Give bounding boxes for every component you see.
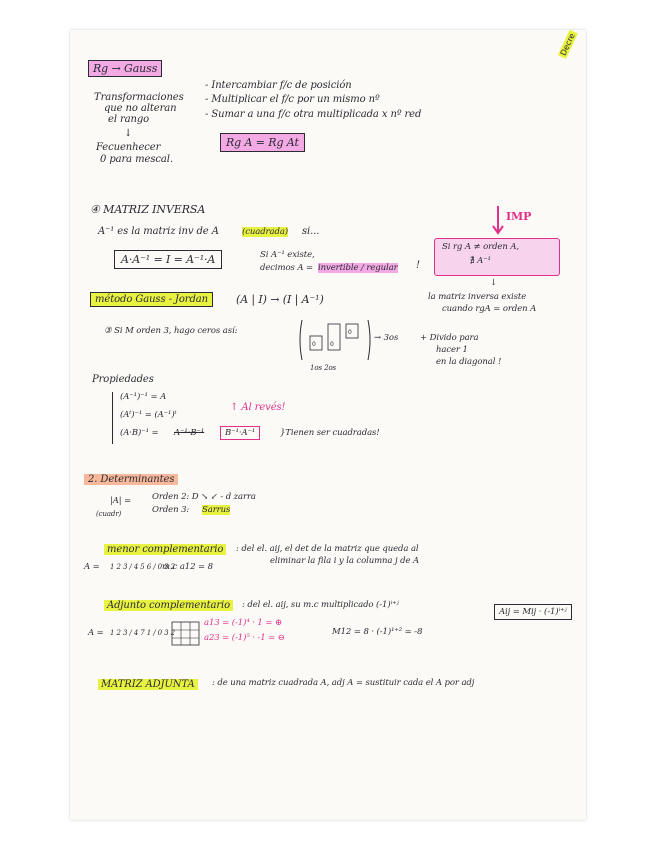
menor-def-2: eliminar la fila i y la columna j de A bbox=[270, 556, 420, 566]
det-orden2: Orden 2: D ↘ ↙ - d zarra bbox=[152, 492, 256, 502]
imp-note-2: cuando rgA = orden A bbox=[442, 304, 537, 314]
property-2: (Aᵗ)⁻¹ = (A⁻¹)ᵗ bbox=[120, 410, 177, 420]
rank-equality-box: Rg A = Rg At bbox=[220, 133, 305, 152]
imp-box-line-1: Si rg A ≠ orden A, bbox=[442, 242, 519, 252]
divide-note-2: hacer 1 bbox=[436, 345, 468, 355]
al-reves-note: ↑ Al revés! bbox=[230, 402, 286, 413]
adjunto-a23: a23 = (-1)⁵ · -1 = ⊖ bbox=[204, 633, 285, 643]
property-3-box: B⁻¹·A⁻¹ bbox=[220, 426, 260, 440]
inversa-heading: ④ MATRIZ INVERSA bbox=[90, 203, 206, 216]
menor-matrix-label: A = bbox=[84, 562, 100, 572]
imp-arrow-icon bbox=[492, 206, 512, 236]
first-second-steps: 1os 2os bbox=[310, 364, 337, 372]
property-3: (A·B)⁻¹ = bbox=[120, 428, 159, 438]
orden3-note: ③ Si M orden 3, hago ceros así: bbox=[104, 326, 238, 336]
third-steps-label: → 3os bbox=[374, 333, 399, 343]
svg-text:0: 0 bbox=[330, 341, 334, 348]
inversa-def-suffix: si... bbox=[302, 226, 320, 237]
rg-gauss-heading: Rg → Gauss bbox=[88, 60, 162, 77]
notebook-page bbox=[70, 30, 586, 820]
menor-matrix: 1 2 3 / 4 5 6 / 0 3 2 bbox=[110, 563, 175, 571]
adjunto-def: : del el. aij, su m.c multiplicado (-1)ⁱ⁺ʲ bbox=[242, 600, 399, 610]
det-abs: |A| = bbox=[110, 496, 132, 506]
transform-label-3: el rango bbox=[108, 114, 150, 125]
matriz-adjunta-def: : de una matriz cuadrada A, adj A = sustituir cada el A por adj bbox=[212, 678, 475, 688]
adjunto-grid bbox=[172, 622, 200, 646]
inverse-formula-box: A·A⁻¹ = I = A⁻¹·A bbox=[114, 250, 222, 269]
det-orden3-prefix: Orden 3: bbox=[152, 505, 190, 515]
property-1: (A⁻¹)⁻¹ = A bbox=[120, 392, 167, 402]
result-line-2: 0 para mescal. bbox=[100, 154, 173, 165]
menor-complementario-heading: menor complementario bbox=[104, 544, 226, 555]
zero-pattern-diagram bbox=[298, 318, 372, 362]
metodo-gauss-jordan-label: método Gauss - Jordan bbox=[90, 292, 213, 307]
determinantes-heading: 2. Determinantes bbox=[84, 474, 178, 485]
adjunto-complementario-heading: Adjunto complementario bbox=[104, 600, 233, 611]
exists-bang: ! bbox=[416, 260, 420, 271]
divide-note-3: en la diagonal ! bbox=[436, 357, 502, 367]
exists-line-1: Si A⁻¹ existe, bbox=[260, 250, 315, 260]
adjunto-matrix: 1 2 3 / 4 7 1 / 0 3 2 bbox=[110, 629, 175, 637]
imp-down-arrow-icon: ↓ bbox=[490, 278, 498, 288]
adjunto-formula-box: Aij = Mij · (-1)ⁱ⁺ʲ bbox=[494, 604, 572, 620]
tienen-note: }Tienen ser cuadradas! bbox=[280, 428, 380, 438]
property-3-strike: A⁻¹·B⁻¹ bbox=[174, 428, 205, 438]
metodo-formula: (A | I) → (I | A⁻¹) bbox=[236, 293, 324, 306]
properties-bracket bbox=[112, 392, 113, 444]
invertible-word: invertible / regular bbox=[318, 263, 398, 273]
transform-label-2: que no alteran bbox=[104, 103, 177, 114]
adjunto-a13: a13 = (-1)⁴ · 1 = ⊕ bbox=[204, 618, 282, 628]
rule-3: - Sumar a una f/c otra multiplicada x nº red bbox=[205, 109, 422, 120]
imp-box-line-2: ∄ A⁻¹ bbox=[470, 256, 491, 266]
down-arrow-icon: ↓ bbox=[124, 128, 133, 139]
det-orden3-sarrus: Sarrus bbox=[202, 505, 231, 515]
rule-2: - Multiplicar el f/c por un mismo nº bbox=[205, 94, 380, 105]
adjunto-m12: M12 = 8 · (-1)¹⁺² = -8 bbox=[332, 627, 423, 637]
result-line-1: Fecuenhecer bbox=[96, 142, 161, 153]
inversa-def-prefix: A⁻¹ es la matriz inv de A bbox=[98, 226, 219, 237]
menor-result: m.c a12 = 8 bbox=[162, 562, 213, 572]
inversa-def-highlight: (cuadrada) bbox=[242, 227, 289, 237]
rule-1: - Intercambiar f/c de posición bbox=[205, 80, 352, 91]
exists-line-2: decimos A = bbox=[260, 263, 314, 273]
svg-text:0: 0 bbox=[348, 329, 352, 336]
menor-def-1: : del el. aij, el det de la matriz que queda al bbox=[236, 544, 419, 554]
svg-text:0: 0 bbox=[312, 341, 316, 348]
corner-tag: Decre bbox=[559, 31, 578, 58]
imp-label: IMP bbox=[506, 210, 532, 223]
matriz-adjunta-heading: MATRIZ ADJUNTA bbox=[98, 679, 198, 690]
transform-label-1: Transformaciones bbox=[94, 92, 184, 103]
divide-note-1: + Divido para bbox=[420, 333, 479, 343]
det-cuadr: (cuadr) bbox=[96, 510, 122, 518]
imp-note-1: la matriz inversa existe bbox=[428, 292, 527, 302]
adjunto-matrix-label: A = bbox=[88, 628, 104, 638]
properties-heading: Propiedades bbox=[92, 374, 154, 385]
